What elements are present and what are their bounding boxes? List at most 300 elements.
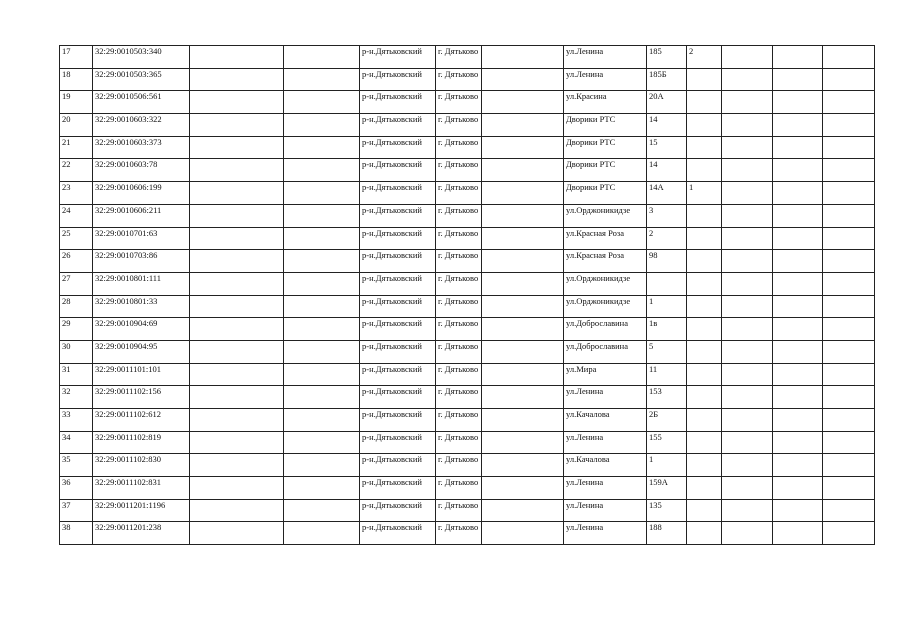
district-cell: р-н.Дятьковский [360, 204, 436, 227]
empty-cell [773, 250, 823, 273]
table-row [60, 204, 875, 227]
locality-cell: г. Дятьково [436, 159, 482, 182]
row-number-cell: 24 [60, 204, 93, 227]
district-cell: р-н.Дятьковский [360, 386, 436, 409]
locality-cell: г. Дятьково [436, 272, 482, 295]
district-cell: р-н.Дятьковский [360, 68, 436, 91]
empty-cell [722, 318, 773, 341]
empty-cell [190, 68, 284, 91]
house-number-cell: 3 [647, 204, 687, 227]
empty-cell [482, 386, 564, 409]
empty-cell [284, 227, 360, 250]
empty-cell [482, 409, 564, 432]
empty-cell [190, 522, 284, 545]
house-number-cell [647, 272, 687, 295]
cadastral-number-cell: 32:29:0010904:95 [93, 340, 190, 363]
table-row [60, 91, 875, 114]
flat-number-cell [687, 454, 722, 477]
locality-cell: г. Дятьково [436, 499, 482, 522]
empty-cell [190, 295, 284, 318]
empty-cell [823, 522, 875, 545]
flat-number-cell [687, 477, 722, 500]
empty-cell [722, 386, 773, 409]
row-number-cell: 19 [60, 91, 93, 114]
house-number-cell: 98 [647, 250, 687, 273]
empty-cell [482, 295, 564, 318]
empty-cell [482, 136, 564, 159]
empty-cell [284, 295, 360, 318]
empty-cell [482, 114, 564, 137]
house-number-cell: 185Б [647, 68, 687, 91]
table-row [60, 522, 875, 545]
empty-cell [823, 227, 875, 250]
empty-cell [190, 227, 284, 250]
empty-cell [284, 91, 360, 114]
flat-number-cell: 2 [687, 46, 722, 69]
cadastral-number-cell: 32:29:0010606:211 [93, 204, 190, 227]
flat-number-cell [687, 136, 722, 159]
table-row [60, 46, 875, 69]
empty-cell [773, 363, 823, 386]
empty-cell [482, 340, 564, 363]
house-number-cell: 14 [647, 114, 687, 137]
locality-cell: г. Дятьково [436, 477, 482, 500]
house-number-cell: 14 [647, 159, 687, 182]
empty-cell [823, 159, 875, 182]
row-number-cell: 35 [60, 454, 93, 477]
empty-cell [482, 250, 564, 273]
house-number-cell: 188 [647, 522, 687, 545]
cadastral-number-cell: 32:29:0010801:33 [93, 295, 190, 318]
flat-number-cell [687, 409, 722, 432]
empty-cell [722, 431, 773, 454]
locality-cell: г. Дятьково [436, 91, 482, 114]
street-cell: ул.Красная Роза [564, 250, 647, 273]
empty-cell [823, 340, 875, 363]
house-number-cell: 1в [647, 318, 687, 341]
empty-cell [284, 340, 360, 363]
empty-cell [773, 499, 823, 522]
empty-cell [190, 454, 284, 477]
empty-cell [823, 386, 875, 409]
empty-cell [773, 159, 823, 182]
table-row [60, 409, 875, 432]
empty-cell [722, 46, 773, 69]
empty-cell [190, 431, 284, 454]
flat-number-cell [687, 227, 722, 250]
empty-cell [284, 182, 360, 205]
locality-cell: г. Дятьково [436, 250, 482, 273]
empty-cell [482, 454, 564, 477]
row-number-cell: 36 [60, 477, 93, 500]
house-number-cell: 11 [647, 363, 687, 386]
row-number-cell: 20 [60, 114, 93, 137]
house-number-cell: 1 [647, 454, 687, 477]
district-cell: р-н.Дятьковский [360, 454, 436, 477]
empty-cell [773, 272, 823, 295]
table-row [60, 477, 875, 500]
empty-cell [284, 136, 360, 159]
empty-cell [284, 477, 360, 500]
empty-cell [190, 409, 284, 432]
property-table [59, 45, 875, 545]
cadastral-number-cell: 32:29:0010701:63 [93, 227, 190, 250]
district-cell: р-н.Дятьковский [360, 409, 436, 432]
cadastral-number-cell: 32:29:0010904:69 [93, 318, 190, 341]
empty-cell [823, 182, 875, 205]
district-cell: р-н.Дятьковский [360, 159, 436, 182]
empty-cell [722, 136, 773, 159]
district-cell: р-н.Дятьковский [360, 272, 436, 295]
table-row [60, 318, 875, 341]
district-cell: р-н.Дятьковский [360, 499, 436, 522]
empty-cell [722, 68, 773, 91]
empty-cell [284, 68, 360, 91]
table-row [60, 454, 875, 477]
table-row [60, 386, 875, 409]
street-cell: ул.Ленина [564, 431, 647, 454]
locality-cell: г. Дятьково [436, 295, 482, 318]
flat-number-cell [687, 431, 722, 454]
locality-cell: г. Дятьково [436, 204, 482, 227]
street-cell: ул.Мира [564, 363, 647, 386]
flat-number-cell [687, 272, 722, 295]
empty-cell [823, 114, 875, 137]
district-cell: р-н.Дятьковский [360, 46, 436, 69]
empty-cell [482, 363, 564, 386]
empty-cell [190, 159, 284, 182]
empty-cell [284, 46, 360, 69]
empty-cell [823, 499, 875, 522]
flat-number-cell [687, 91, 722, 114]
empty-cell [284, 159, 360, 182]
flat-number-cell [687, 250, 722, 273]
flat-number-cell [687, 114, 722, 137]
cadastral-number-cell: 32:29:0010703:86 [93, 250, 190, 273]
empty-cell [190, 363, 284, 386]
locality-cell: г. Дятьково [436, 318, 482, 341]
empty-cell [482, 272, 564, 295]
street-cell: Дворики РТС [564, 182, 647, 205]
flat-number-cell: 1 [687, 182, 722, 205]
locality-cell: г. Дятьково [436, 227, 482, 250]
street-cell: ул.Орджоникидзе [564, 295, 647, 318]
row-number-cell: 21 [60, 136, 93, 159]
locality-cell: г. Дятьково [436, 431, 482, 454]
locality-cell: г. Дятьково [436, 363, 482, 386]
empty-cell [722, 363, 773, 386]
district-cell: р-н.Дятьковский [360, 295, 436, 318]
empty-cell [722, 114, 773, 137]
empty-cell [190, 204, 284, 227]
locality-cell: г. Дятьково [436, 409, 482, 432]
empty-cell [773, 227, 823, 250]
cadastral-number-cell: 32:29:0010603:322 [93, 114, 190, 137]
cadastral-number-cell: 32:29:0010506:561 [93, 91, 190, 114]
empty-cell [482, 318, 564, 341]
row-number-cell: 18 [60, 68, 93, 91]
district-cell: р-н.Дятьковский [360, 91, 436, 114]
empty-cell [284, 386, 360, 409]
empty-cell [482, 68, 564, 91]
street-cell: Дворики РТС [564, 136, 647, 159]
row-number-cell: 38 [60, 522, 93, 545]
empty-cell [190, 272, 284, 295]
flat-number-cell [687, 204, 722, 227]
street-cell: ул.Ленина [564, 46, 647, 69]
empty-cell [823, 136, 875, 159]
table-row [60, 227, 875, 250]
empty-cell [284, 522, 360, 545]
flat-number-cell [687, 318, 722, 341]
street-cell: ул.Красина [564, 91, 647, 114]
empty-cell [823, 91, 875, 114]
empty-cell [284, 409, 360, 432]
empty-cell [722, 182, 773, 205]
house-number-cell: 153 [647, 386, 687, 409]
street-cell: ул.Орджоникидзе [564, 272, 647, 295]
locality-cell: г. Дятьково [436, 522, 482, 545]
row-number-cell: 33 [60, 409, 93, 432]
empty-cell [284, 499, 360, 522]
cadastral-number-cell: 32:29:0011102:831 [93, 477, 190, 500]
table-row [60, 114, 875, 137]
empty-cell [190, 340, 284, 363]
locality-cell: г. Дятьково [436, 46, 482, 69]
flat-number-cell [687, 159, 722, 182]
empty-cell [773, 386, 823, 409]
district-cell: р-н.Дятьковский [360, 477, 436, 500]
street-cell: ул.Качалова [564, 409, 647, 432]
empty-cell [722, 499, 773, 522]
empty-cell [284, 454, 360, 477]
row-number-cell: 32 [60, 386, 93, 409]
row-number-cell: 28 [60, 295, 93, 318]
empty-cell [284, 204, 360, 227]
house-number-cell: 155 [647, 431, 687, 454]
empty-cell [722, 91, 773, 114]
cadastral-number-cell: 32:29:0011102:156 [93, 386, 190, 409]
empty-cell [823, 295, 875, 318]
row-number-cell: 31 [60, 363, 93, 386]
house-number-cell: 185 [647, 46, 687, 69]
empty-cell [190, 136, 284, 159]
empty-cell [284, 431, 360, 454]
district-cell: р-н.Дятьковский [360, 522, 436, 545]
street-cell: Дворики РТС [564, 159, 647, 182]
empty-cell [482, 159, 564, 182]
street-cell: ул.Доброславина [564, 340, 647, 363]
district-cell: р-н.Дятьковский [360, 227, 436, 250]
locality-cell: г. Дятьково [436, 454, 482, 477]
empty-cell [773, 46, 823, 69]
empty-cell [773, 91, 823, 114]
empty-cell [823, 250, 875, 273]
cadastral-number-cell: 32:29:0011201:238 [93, 522, 190, 545]
house-number-cell: 14А [647, 182, 687, 205]
row-number-cell: 17 [60, 46, 93, 69]
house-number-cell: 20А [647, 91, 687, 114]
empty-cell [722, 522, 773, 545]
empty-cell [773, 295, 823, 318]
empty-cell [773, 409, 823, 432]
empty-cell [722, 454, 773, 477]
table-row [60, 68, 875, 91]
street-cell: ул.Ленина [564, 386, 647, 409]
row-number-cell: 23 [60, 182, 93, 205]
empty-cell [823, 272, 875, 295]
cadastral-number-cell: 32:29:0011101:101 [93, 363, 190, 386]
empty-cell [773, 454, 823, 477]
house-number-cell: 1 [647, 295, 687, 318]
empty-cell [722, 477, 773, 500]
empty-cell [284, 250, 360, 273]
empty-cell [190, 477, 284, 500]
empty-cell [190, 499, 284, 522]
empty-cell [190, 114, 284, 137]
row-number-cell: 37 [60, 499, 93, 522]
flat-number-cell [687, 499, 722, 522]
street-cell: ул.Красная Роза [564, 227, 647, 250]
empty-cell [823, 454, 875, 477]
cadastral-number-cell: 32:29:0010606:199 [93, 182, 190, 205]
locality-cell: г. Дятьково [436, 340, 482, 363]
district-cell: р-н.Дятьковский [360, 136, 436, 159]
empty-cell [722, 409, 773, 432]
cadastral-number-cell: 32:29:0011102:819 [93, 431, 190, 454]
empty-cell [773, 204, 823, 227]
locality-cell: г. Дятьково [436, 68, 482, 91]
empty-cell [823, 318, 875, 341]
row-number-cell: 22 [60, 159, 93, 182]
house-number-cell: 135 [647, 499, 687, 522]
row-number-cell: 25 [60, 227, 93, 250]
district-cell: р-н.Дятьковский [360, 250, 436, 273]
flat-number-cell [687, 68, 722, 91]
table-body [60, 46, 875, 545]
cadastral-number-cell: 32:29:0010801:111 [93, 272, 190, 295]
flat-number-cell [687, 386, 722, 409]
empty-cell [190, 46, 284, 69]
empty-cell [482, 182, 564, 205]
empty-cell [482, 522, 564, 545]
empty-cell [823, 46, 875, 69]
cadastral-number-cell: 32:29:0010603:373 [93, 136, 190, 159]
flat-number-cell [687, 340, 722, 363]
district-cell: р-н.Дятьковский [360, 431, 436, 454]
house-number-cell: 2 [647, 227, 687, 250]
empty-cell [773, 477, 823, 500]
empty-cell [482, 204, 564, 227]
district-cell: р-н.Дятьковский [360, 114, 436, 137]
district-cell: р-н.Дятьковский [360, 363, 436, 386]
empty-cell [482, 227, 564, 250]
empty-cell [190, 386, 284, 409]
street-cell: ул.Ленина [564, 522, 647, 545]
empty-cell [722, 272, 773, 295]
flat-number-cell [687, 522, 722, 545]
empty-cell [722, 340, 773, 363]
house-number-cell: 15 [647, 136, 687, 159]
house-number-cell: 5 [647, 340, 687, 363]
empty-cell [823, 363, 875, 386]
cadastral-number-cell: 32:29:0010603:78 [93, 159, 190, 182]
cadastral-number-cell: 32:29:0010503:340 [93, 46, 190, 69]
row-number-cell: 34 [60, 431, 93, 454]
empty-cell [773, 318, 823, 341]
street-cell: ул.Ленина [564, 68, 647, 91]
empty-cell [482, 91, 564, 114]
flat-number-cell [687, 295, 722, 318]
table-row [60, 272, 875, 295]
table-row [60, 363, 875, 386]
row-number-cell: 29 [60, 318, 93, 341]
street-cell: ул.Орджоникидзе [564, 204, 647, 227]
locality-cell: г. Дятьково [436, 114, 482, 137]
street-cell: ул.Качалова [564, 454, 647, 477]
table-row [60, 295, 875, 318]
empty-cell [284, 363, 360, 386]
empty-cell [823, 204, 875, 227]
house-number-cell: 159А [647, 477, 687, 500]
row-number-cell: 26 [60, 250, 93, 273]
street-cell: ул.Ленина [564, 499, 647, 522]
table-row [60, 340, 875, 363]
house-number-cell: 2Б [647, 409, 687, 432]
empty-cell [722, 227, 773, 250]
cadastral-number-cell: 32:29:0010503:365 [93, 68, 190, 91]
empty-cell [190, 91, 284, 114]
empty-cell [823, 409, 875, 432]
empty-cell [482, 431, 564, 454]
empty-cell [190, 250, 284, 273]
empty-cell [773, 340, 823, 363]
table-row [60, 182, 875, 205]
empty-cell [823, 68, 875, 91]
empty-cell [773, 522, 823, 545]
row-number-cell: 27 [60, 272, 93, 295]
empty-cell [773, 68, 823, 91]
table-row [60, 159, 875, 182]
district-cell: р-н.Дятьковский [360, 340, 436, 363]
table-row [60, 499, 875, 522]
empty-cell [773, 114, 823, 137]
empty-cell [773, 182, 823, 205]
street-cell: ул.Доброславина [564, 318, 647, 341]
street-cell: ул.Ленина [564, 477, 647, 500]
table-row [60, 250, 875, 273]
flat-number-cell [687, 363, 722, 386]
cadastral-number-cell: 32:29:0011102:830 [93, 454, 190, 477]
table-row [60, 431, 875, 454]
empty-cell [823, 477, 875, 500]
empty-cell [722, 159, 773, 182]
empty-cell [284, 114, 360, 137]
cadastral-number-cell: 32:29:0011102:612 [93, 409, 190, 432]
empty-cell [722, 250, 773, 273]
empty-cell [722, 295, 773, 318]
locality-cell: г. Дятьково [436, 182, 482, 205]
district-cell: р-н.Дятьковский [360, 318, 436, 341]
empty-cell [722, 204, 773, 227]
cadastral-number-cell: 32:29:0011201:1196 [93, 499, 190, 522]
street-cell: Дворики РТС [564, 114, 647, 137]
locality-cell: г. Дятьково [436, 386, 482, 409]
empty-cell [773, 136, 823, 159]
empty-cell [773, 431, 823, 454]
table-row [60, 136, 875, 159]
district-cell: р-н.Дятьковский [360, 182, 436, 205]
